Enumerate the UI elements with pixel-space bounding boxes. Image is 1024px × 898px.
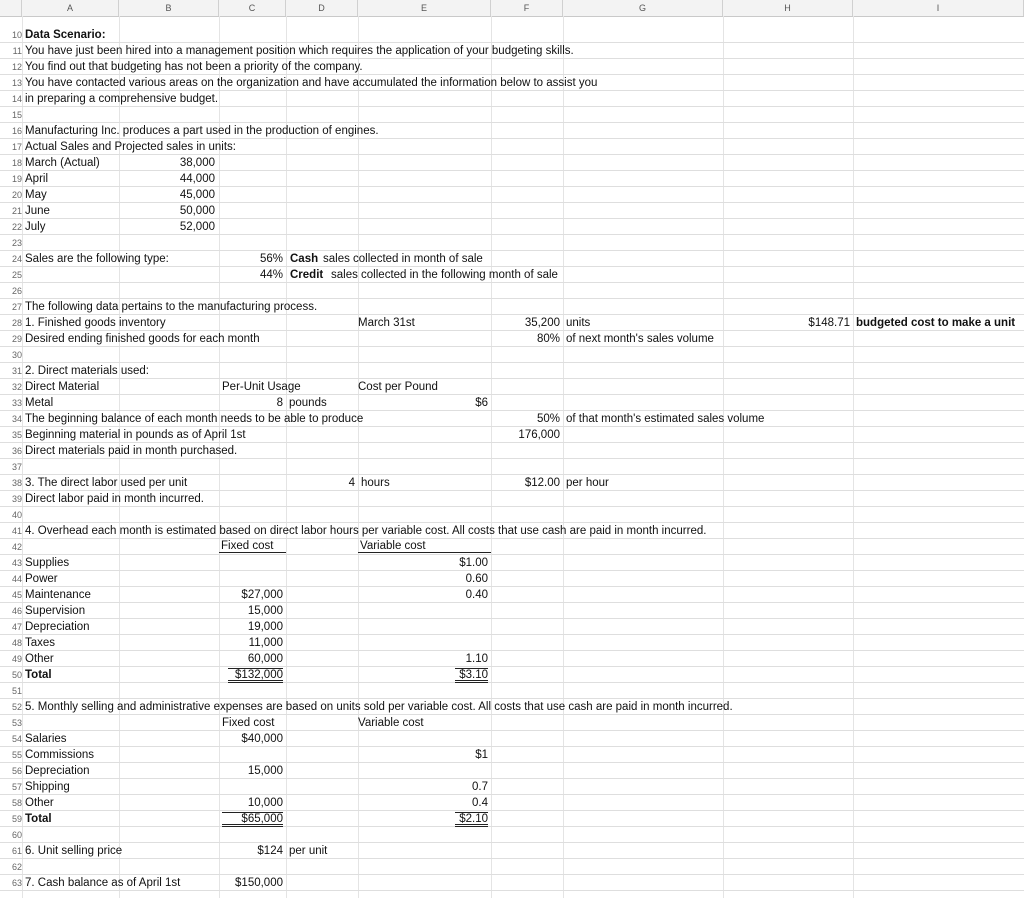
row-13 bbox=[0, 75, 1024, 91]
corner-cell[interactable] bbox=[0, 0, 22, 16]
row-18 bbox=[0, 155, 1024, 171]
row-26 bbox=[0, 283, 1024, 299]
sga-item-label[interactable]: Depreciation bbox=[25, 765, 90, 777]
column-header-d[interactable]: D bbox=[286, 0, 358, 16]
row-number[interactable]: 53 bbox=[11, 718, 22, 728]
row-36 bbox=[0, 443, 1024, 459]
column-header-f[interactable]: F bbox=[491, 0, 563, 16]
intro-line[interactable]: You have contacted various areas on the organization and have accumulated the information below to assist you bbox=[25, 77, 598, 89]
labor-rate[interactable]: $12.00 bbox=[524, 477, 560, 489]
budgeted-cost-label[interactable]: budgeted cost to make a unit bbox=[856, 317, 1016, 329]
beginning-balance-text[interactable]: The beginning balance of each month needs to be able to produce bbox=[25, 413, 364, 425]
cash-balance-value[interactable]: $150,000 bbox=[235, 877, 283, 889]
sga-fixed-value[interactable]: 10,000 bbox=[247, 797, 283, 809]
per-unit-usage-header[interactable]: Per-Unit Usage bbox=[222, 381, 301, 393]
row-50 bbox=[0, 667, 1024, 683]
row-61 bbox=[0, 843, 1024, 859]
row-49 bbox=[0, 651, 1024, 667]
materials-heading[interactable]: 2. Direct materials used: bbox=[25, 365, 149, 377]
row-55 bbox=[0, 747, 1024, 763]
row-45 bbox=[0, 587, 1024, 603]
row-number[interactable]: 26 bbox=[11, 286, 22, 296]
row-number[interactable]: 34 bbox=[11, 414, 22, 424]
sga-item-label[interactable]: Shipping bbox=[25, 781, 70, 793]
row-number[interactable]: 54 bbox=[11, 734, 22, 744]
row-12 bbox=[0, 59, 1024, 75]
credit-label[interactable]: Credit bbox=[290, 269, 324, 281]
desired-ending-description[interactable]: of next month's sales volume bbox=[566, 333, 714, 345]
sales-month-value[interactable]: 44,000 bbox=[179, 173, 215, 185]
column-header-bar bbox=[0, 0, 1024, 17]
row-number[interactable]: 52 bbox=[11, 702, 22, 712]
row-27 bbox=[0, 299, 1024, 315]
row-46 bbox=[0, 603, 1024, 619]
row-30 bbox=[0, 347, 1024, 363]
row-number[interactable]: 29 bbox=[11, 334, 22, 344]
credit-description[interactable]: sales collected in the following month of sale bbox=[331, 269, 558, 281]
overhead-fixed-value[interactable]: $27,000 bbox=[241, 589, 283, 601]
overhead-item-label[interactable]: Taxes bbox=[25, 637, 56, 649]
column-header-c[interactable]: C bbox=[219, 0, 286, 16]
row-number[interactable]: 33 bbox=[11, 398, 22, 408]
overhead-item-label[interactable]: Supplies bbox=[25, 557, 70, 569]
metal-label[interactable]: Metal bbox=[25, 397, 54, 409]
cash-balance-label[interactable]: 7. Cash balance as of April 1st bbox=[25, 877, 181, 889]
row-number[interactable]: 11 bbox=[12, 46, 22, 56]
finished-goods-label[interactable]: 1. Finished goods inventory bbox=[25, 317, 166, 329]
overhead-variable-value[interactable]: $1.00 bbox=[459, 557, 488, 569]
direct-labor-label[interactable]: 3. The direct labor used per unit bbox=[25, 477, 188, 489]
sga-total-fixed[interactable]: $65,000 bbox=[222, 812, 283, 827]
units-label[interactable]: units bbox=[566, 317, 591, 329]
row-number[interactable]: 31 bbox=[11, 366, 22, 376]
metal-usage[interactable]: 8 bbox=[276, 397, 283, 409]
row-31 bbox=[0, 363, 1024, 379]
unit-price-value[interactable]: $124 bbox=[257, 845, 283, 857]
row-number[interactable]: 32 bbox=[11, 382, 22, 392]
unit-price-label[interactable]: 6. Unit selling price bbox=[25, 845, 123, 857]
row-40 bbox=[0, 507, 1024, 523]
row-number[interactable]: 60 bbox=[11, 830, 22, 840]
row-54 bbox=[0, 731, 1024, 747]
sga-item-label[interactable]: Salaries bbox=[25, 733, 67, 745]
sga-variable-value[interactable]: 0.4 bbox=[472, 797, 488, 809]
row-62 bbox=[0, 859, 1024, 875]
row-25 bbox=[0, 267, 1024, 283]
metal-usage-unit[interactable]: pounds bbox=[289, 397, 327, 409]
overhead-total-label[interactable]: Total bbox=[25, 669, 52, 681]
row-number[interactable]: 48 bbox=[11, 638, 22, 648]
column-header-e[interactable]: E bbox=[358, 0, 491, 16]
row-number[interactable]: 19 bbox=[11, 174, 22, 184]
row-42 bbox=[0, 539, 1024, 555]
sga-fixed-value[interactable]: 15,000 bbox=[247, 765, 283, 777]
sga-item-label[interactable]: Commissions bbox=[25, 749, 95, 761]
row-43 bbox=[0, 555, 1024, 571]
row-52 bbox=[0, 699, 1024, 715]
cash-description[interactable]: sales collected in month of sale bbox=[323, 253, 483, 265]
row-21 bbox=[0, 203, 1024, 219]
row-number[interactable]: 30 bbox=[11, 350, 22, 360]
row-number[interactable]: 50 bbox=[11, 670, 22, 680]
row-47 bbox=[0, 619, 1024, 635]
column-header-i[interactable]: I bbox=[853, 0, 1024, 16]
overhead-variable-value[interactable]: 1.10 bbox=[465, 653, 488, 665]
row-48 bbox=[0, 635, 1024, 651]
row-number[interactable]: 14 bbox=[11, 94, 22, 104]
sales-month-value[interactable]: 52,000 bbox=[179, 221, 215, 233]
row-number[interactable]: 57 bbox=[11, 782, 22, 792]
finished-goods-units[interactable]: 35,200 bbox=[524, 317, 560, 329]
sga-heading[interactable]: 5. Monthly selling and administrative expenses are based on units sold per variable cost. All costs that use cash are paid in month incurred. bbox=[25, 701, 733, 713]
row-51 bbox=[0, 683, 1024, 699]
intro-line[interactable]: You find out that budgeting has not been a priority of the company. bbox=[25, 61, 363, 73]
sales-month-label[interactable]: July bbox=[25, 221, 46, 233]
row-number[interactable]: 58 bbox=[11, 798, 22, 808]
beginning-material-label[interactable]: Beginning material in pounds as of April 1st bbox=[25, 429, 246, 441]
row-number[interactable]: 23 bbox=[11, 238, 22, 248]
scenario-heading[interactable]: Data Scenario: bbox=[25, 29, 106, 41]
row-58 bbox=[0, 795, 1024, 811]
row-number[interactable]: 17 bbox=[11, 142, 22, 152]
sales-month-label[interactable]: May bbox=[25, 189, 47, 201]
row-15 bbox=[0, 107, 1024, 123]
row-number[interactable]: 28 bbox=[11, 318, 22, 328]
labor-hours[interactable]: 4 bbox=[348, 477, 355, 489]
row-number[interactable]: 24 bbox=[11, 254, 22, 264]
row-number[interactable]: 35 bbox=[11, 430, 22, 440]
beginning-material-value[interactable]: 176,000 bbox=[518, 429, 560, 441]
row-24 bbox=[0, 251, 1024, 267]
overhead-variable-value[interactable]: 0.60 bbox=[465, 573, 488, 585]
row-number[interactable]: 27 bbox=[11, 302, 22, 312]
row-number[interactable]: 43 bbox=[11, 558, 22, 568]
row-number[interactable]: 55 bbox=[11, 750, 22, 760]
overhead-total-variable[interactable]: $3.10 bbox=[455, 668, 488, 683]
row-number[interactable]: 61 bbox=[11, 846, 22, 856]
desired-ending-percent[interactable]: 80% bbox=[536, 333, 560, 345]
row-number[interactable]: 38 bbox=[11, 478, 22, 488]
row-38 bbox=[0, 475, 1024, 491]
row-number[interactable]: 56 bbox=[11, 766, 22, 776]
manufacturing-intro[interactable]: The following data pertains to the manufacturing process. bbox=[25, 301, 318, 313]
row-60 bbox=[0, 827, 1024, 843]
row-number[interactable]: 12 bbox=[11, 62, 22, 72]
row-53 bbox=[0, 715, 1024, 731]
intro-line[interactable]: You have just been hired into a management position which requires the application of your budgeting skills. bbox=[25, 45, 574, 57]
row-16 bbox=[0, 123, 1024, 139]
row-number[interactable]: 22 bbox=[11, 222, 22, 232]
sales-intro[interactable]: Manufacturing Inc. produces a part used in the production of engines. bbox=[25, 125, 379, 137]
row-35 bbox=[0, 427, 1024, 443]
sga-fixed-value[interactable]: $40,000 bbox=[241, 733, 283, 745]
row-33 bbox=[0, 395, 1024, 411]
row-14 bbox=[0, 91, 1024, 107]
row-22 bbox=[0, 219, 1024, 235]
materials-paid-text[interactable]: Direct materials paid in month purchased. bbox=[25, 445, 238, 457]
beginning-balance-percent[interactable]: 50% bbox=[536, 413, 560, 425]
row-number[interactable]: 42 bbox=[11, 542, 22, 552]
sga-variable-header[interactable]: Variable cost bbox=[358, 717, 424, 729]
overhead-variable-value[interactable]: 0.40 bbox=[465, 589, 488, 601]
row-10 bbox=[0, 27, 1024, 43]
row-number[interactable]: 45 bbox=[11, 590, 22, 600]
cash-label[interactable]: Cash bbox=[290, 253, 319, 265]
column-header-g[interactable]: G bbox=[563, 0, 723, 16]
labor-hours-unit[interactable]: hours bbox=[361, 477, 390, 489]
row-number[interactable]: 41 bbox=[11, 526, 22, 536]
overhead-item-label[interactable]: Depreciation bbox=[25, 621, 90, 633]
row-number[interactable]: 21 bbox=[11, 206, 22, 216]
row-number[interactable]: 13 bbox=[11, 78, 22, 88]
row-37 bbox=[0, 459, 1024, 475]
sales-month-value[interactable]: 38,000 bbox=[179, 157, 215, 169]
row-23 bbox=[0, 235, 1024, 251]
sales-month-label[interactable]: June bbox=[25, 205, 50, 217]
row-number[interactable]: 10 bbox=[11, 30, 22, 40]
labor-paid-text[interactable]: Direct labor paid in month incurred. bbox=[25, 493, 204, 505]
sales-month-value[interactable]: 45,000 bbox=[179, 189, 215, 201]
overhead-fixed-value[interactable]: 15,000 bbox=[247, 605, 283, 617]
row-number[interactable]: 49 bbox=[11, 654, 22, 664]
row-29 bbox=[0, 331, 1024, 347]
row-number[interactable]: 36 bbox=[11, 446, 22, 456]
sales-month-label[interactable]: March (Actual) bbox=[25, 157, 100, 169]
row-number[interactable]: 20 bbox=[11, 190, 22, 200]
sga-total-variable[interactable]: $2.10 bbox=[455, 812, 488, 827]
cost-per-pound-header[interactable]: Cost per Pound bbox=[358, 381, 438, 393]
row-number[interactable]: 39 bbox=[11, 494, 22, 504]
unit-price-unit[interactable]: per unit bbox=[289, 845, 328, 857]
row-number[interactable]: 15 bbox=[11, 110, 22, 120]
row-44 bbox=[0, 571, 1024, 587]
labor-rate-unit[interactable]: per hour bbox=[566, 477, 609, 489]
row-number[interactable]: 44 bbox=[11, 574, 22, 584]
row-17 bbox=[0, 139, 1024, 155]
row-11 bbox=[0, 43, 1024, 59]
beginning-balance-description[interactable]: of that month's estimated sales volume bbox=[566, 413, 765, 425]
overhead-item-label[interactable]: Supervision bbox=[25, 605, 86, 617]
row-number[interactable]: 46 bbox=[11, 606, 22, 616]
overhead-variable-header[interactable]: Variable cost bbox=[358, 539, 491, 553]
row-28 bbox=[0, 315, 1024, 331]
overhead-heading[interactable]: 4. Overhead each month is estimated based on direct labor hours per variable cost. All costs that use cash are paid in month incurred. bbox=[25, 525, 707, 537]
credit-percent[interactable]: 44% bbox=[259, 269, 283, 281]
overhead-fixed-value[interactable]: 11,000 bbox=[248, 637, 283, 649]
row-63 bbox=[0, 875, 1024, 891]
overhead-item-label[interactable]: Other bbox=[25, 653, 54, 665]
row-number[interactable]: 25 bbox=[11, 270, 22, 280]
column-header-a[interactable]: A bbox=[22, 0, 119, 16]
row-20 bbox=[0, 187, 1024, 203]
overhead-fixed-value[interactable]: 19,000 bbox=[247, 621, 283, 633]
row-57 bbox=[0, 779, 1024, 795]
intro-line[interactable]: in preparing a comprehensive budget. bbox=[25, 93, 219, 105]
cash-percent[interactable]: 56% bbox=[259, 253, 283, 265]
sga-total-label[interactable]: Total bbox=[25, 813, 52, 825]
row-number[interactable]: 18 bbox=[11, 158, 22, 168]
overhead-item-label[interactable]: Power bbox=[25, 573, 58, 585]
direct-material-label[interactable]: Direct Material bbox=[25, 381, 100, 393]
sga-fixed-header[interactable]: Fixed cost bbox=[222, 717, 275, 729]
row-number[interactable]: 37 bbox=[11, 462, 22, 472]
row-number[interactable]: 63 bbox=[11, 878, 22, 888]
column-header-b[interactable]: B bbox=[119, 0, 219, 16]
row-39 bbox=[0, 491, 1024, 507]
sales-month-value[interactable]: 50,000 bbox=[179, 205, 215, 217]
row-19 bbox=[0, 171, 1024, 187]
row-59 bbox=[0, 811, 1024, 827]
budgeted-cost-value[interactable]: $148.71 bbox=[808, 317, 850, 329]
row-32 bbox=[0, 379, 1024, 395]
finished-goods-date[interactable]: March 31st bbox=[358, 317, 415, 329]
sales-month-label[interactable]: April bbox=[25, 173, 49, 185]
sales-subheading[interactable]: Actual Sales and Projected sales in units: bbox=[25, 141, 236, 153]
sga-variable-value[interactable]: $1 bbox=[475, 749, 488, 761]
overhead-item-label[interactable]: Maintenance bbox=[25, 589, 91, 601]
row-number[interactable]: 51 bbox=[11, 686, 22, 696]
overhead-fixed-value[interactable]: 60,000 bbox=[247, 653, 283, 665]
column-header-h[interactable]: H bbox=[723, 0, 853, 16]
row-number[interactable]: 47 bbox=[11, 622, 22, 632]
row-number[interactable]: 62 bbox=[11, 862, 22, 872]
overhead-fixed-header[interactable]: Fixed cost bbox=[219, 539, 286, 553]
desired-ending-label[interactable]: Desired ending finished goods for each month bbox=[25, 333, 260, 345]
row-41 bbox=[0, 523, 1024, 539]
sales-type-label[interactable]: Sales are the following type: bbox=[25, 253, 169, 265]
sga-variable-value[interactable]: 0.7 bbox=[472, 781, 488, 793]
row-56 bbox=[0, 763, 1024, 779]
metal-cost[interactable]: $6 bbox=[475, 397, 488, 409]
row-number[interactable]: 40 bbox=[11, 510, 22, 520]
row-34 bbox=[0, 411, 1024, 427]
sga-item-label[interactable]: Other bbox=[25, 797, 54, 809]
row-number[interactable]: 16 bbox=[11, 126, 22, 136]
row-number[interactable]: 59 bbox=[11, 814, 22, 824]
overhead-total-fixed[interactable]: $132,000 bbox=[228, 668, 283, 683]
